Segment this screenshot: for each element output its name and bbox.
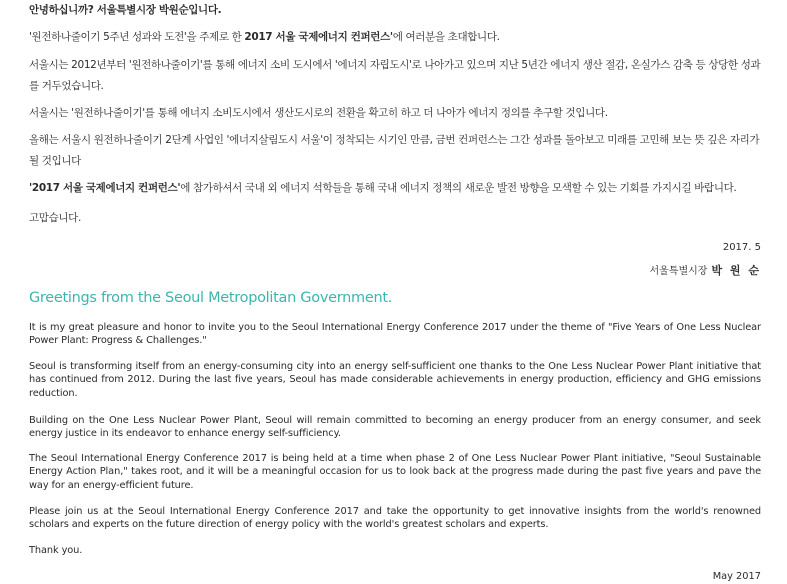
korean-paragraph-2 bbox=[29, 55, 763, 97]
english-paragraph-3 bbox=[29, 414, 761, 441]
korean-paragraph-3 bbox=[29, 103, 763, 124]
english-p4: The Seoul International Energy Conference 2017 is being held at a time when phase 2 of One Less Nuclear Power Plant initiative, "Seoul Sustainable Energy Action Plan," takes root, and it will be a meaningful occasion for us to look back at the progress made during the past five years and pave the way for an energy-efficient future. bbox=[29, 453, 761, 491]
signature-name: 박 원 순 bbox=[711, 264, 761, 277]
english-p3: Building on the One Less Nuclear Power Plant, Seoul will remain committed to becoming an energy producer from an energy consumer, and seek energy justice in its endeavor to enhance energy self-sufficiency. bbox=[29, 415, 761, 440]
korean-date: 2017. 5 bbox=[722, 242, 761, 253]
signature-title: 서울특별시장 bbox=[649, 266, 708, 277]
english-date: May 2017 bbox=[712, 571, 761, 582]
korean-p1-post: 에 여러분을 초대합니다. bbox=[392, 31, 500, 43]
english-paragraph-1 bbox=[29, 321, 761, 348]
english-p5: Please join us at the Seoul International Energy Conference 2017 and take the opportunity to get innovative insights from the world's renowned scholars and experts on the future direction of energy policy with the world's greatest scholars and experts. bbox=[29, 506, 761, 531]
korean-signature bbox=[649, 262, 761, 278]
english-paragraph-4 bbox=[29, 452, 761, 492]
korean-paragraph-4 bbox=[29, 130, 763, 172]
korean-p5-post: 에 참가하셔서 국내 외 에너지 석학들을 통해 국내 에너지 정책의 새로운 발전 방향을 모색할 수 있는 기회를 가지시길 바랍니다. bbox=[180, 182, 737, 194]
korean-paragraph-5 bbox=[29, 178, 763, 199]
english-title: Greetings from the Seoul Metropolitan Government. bbox=[29, 290, 393, 306]
korean-p2: 서울시는 2012년부터 '원전하나줄이기'를 통해 에너지 소비 도시에서 '에너지 자립도시'로 나아가고 있으며 지난 5년간 에너지 생산 절감, 온실가스 감축 등 상당한 성과를 거두었습니다. bbox=[29, 59, 761, 92]
korean-p5-bold: '2017 서울 국제에너지 컨퍼런스' bbox=[29, 182, 181, 194]
korean-paragraph-1 bbox=[29, 27, 763, 48]
korean-p3: 서울시는 '원전하나줄이기'를 통해 에너지 소비도시에서 생산도시로의 전환을 확고히 하고 더 나아가 에너지 정의를 추구할 것입니다. bbox=[29, 107, 608, 119]
korean-p4: 올해는 서울시 원전하나줄이기 2단계 사업인 '에너지살림도시 서울'이 정착되는 시기인 만큼, 금번 컨퍼런스는 그간 성과를 돌아보고 미래를 고민해 보는 뜻 깊은 자리가 될 것입니다 bbox=[29, 134, 760, 167]
korean-p1-pre: '원전하나줄이기 5주년 성과와 도전'을 주제로 한 bbox=[29, 31, 245, 43]
korean-p1-bold: 2017 서울 국제에너지 컨퍼런스' bbox=[244, 31, 393, 43]
korean-greeting: 안녕하십니까? 서울특별시장 박원순입니다. bbox=[29, 4, 222, 16]
english-paragraph-2 bbox=[29, 360, 761, 400]
english-thanks: Thank you. bbox=[29, 545, 83, 556]
english-p1: It is my great pleasure and honor to invite you to the Seoul International Energy Conference 2017 under the theme of "Five Years of One Less Nuclear Power Plant: Progress & Challenges." bbox=[29, 322, 761, 347]
korean-thanks: 고맙습니다. bbox=[29, 212, 81, 224]
english-paragraph-5 bbox=[29, 505, 761, 532]
english-p2: Seoul is transforming itself from an energy-consuming city into an energy self-sufficient one thanks to the One Less Nuclear Power Plant initiative that has continued from 2012. During the last five years, Seoul has made considerable achievements in energy production, efficiency and GHG emissions reduction. bbox=[29, 361, 761, 399]
